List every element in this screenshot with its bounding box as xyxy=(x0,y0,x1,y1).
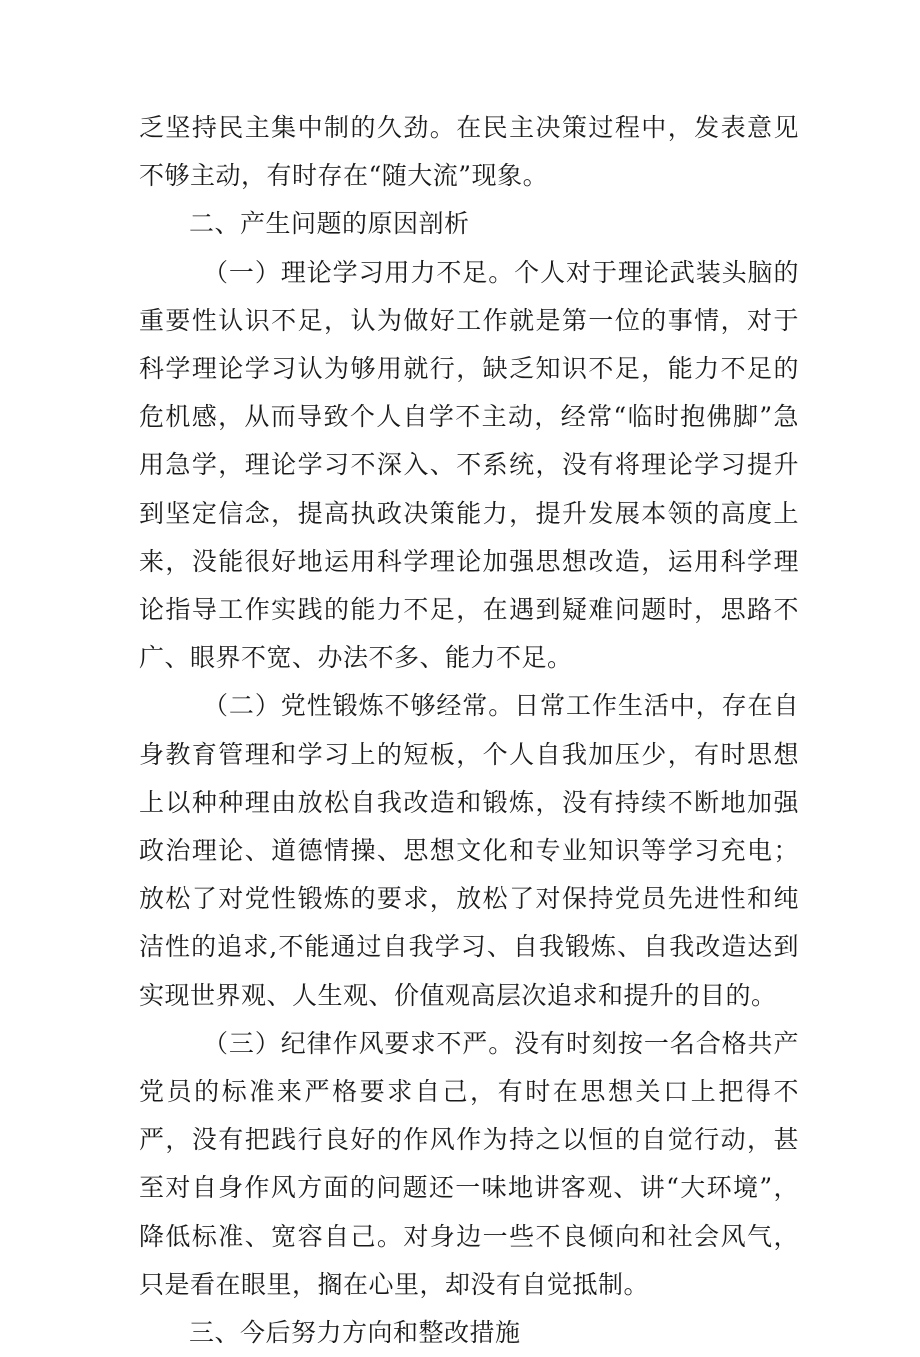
section-heading-3: 三、今后努力方向和整改措施 xyxy=(189,1318,521,1348)
paragraph-continuation: 乏坚持民主集中制的久劲。在民主决策过程中，发表意见不够主动，有时存在“随大流”现象。 xyxy=(139,113,799,191)
document-body xyxy=(139,104,799,1357)
section-heading-2: 二、产生问题的原因剖析 xyxy=(189,209,470,239)
subsection-paragraph-1: （一）理论学习用力不足。个人对于理论武装头脑的重要性认识不足，认为做好工作就是第一位的事情，对于科学理论学习认为够用就行，缺乏知识不足，能力不足的危机感，从而导致个人自学不主动，经常“临时抱佛脚”急用急学，理论学习不深入、不系统，没有将理论学习提升到坚定信念，提高执政决策能力，提升发展本领的高度上来，没能很好地运用科学理论加强思想改造，运用科学理论指导工作实践的能力不足，在遇到疑难问题时，思路不广、眼界不宽、办法不多、能力不足。 xyxy=(139,257,799,673)
subsection-paragraph-3: （三）纪律作风要求不严。没有时刻按一名合格共产党员的标准来严格要求自己，有时在思想关口上把得不严，没有把践行良好的作风作为持之以恒的自觉行动，甚至对自身作风方面的问题还一味地讲客观、讲“大环境”，降低标准、宽容自己。对身边一些不良倾向和社会风气，只是看在眼里，搁在心里，却没有自觉抵制。 xyxy=(139,1028,799,1299)
subsection-paragraph-2: （二）党性锻炼不够经常。日常工作生活中，存在自身教育管理和学习上的短板，个人自我加压少，有时思想上以种种理由放松自我改造和锻炼，没有持续不断地加强政治理论、道德情操、思想文化和专业知识等学习充电；放松了对党性锻炼的要求，放松了对保持党员先进性和纯洁性的追求,不能通过自我学习、自我锻炼、自我改造达到实现世界观、人生观、价值观高层次追求和提升的目的。 xyxy=(139,691,799,1010)
